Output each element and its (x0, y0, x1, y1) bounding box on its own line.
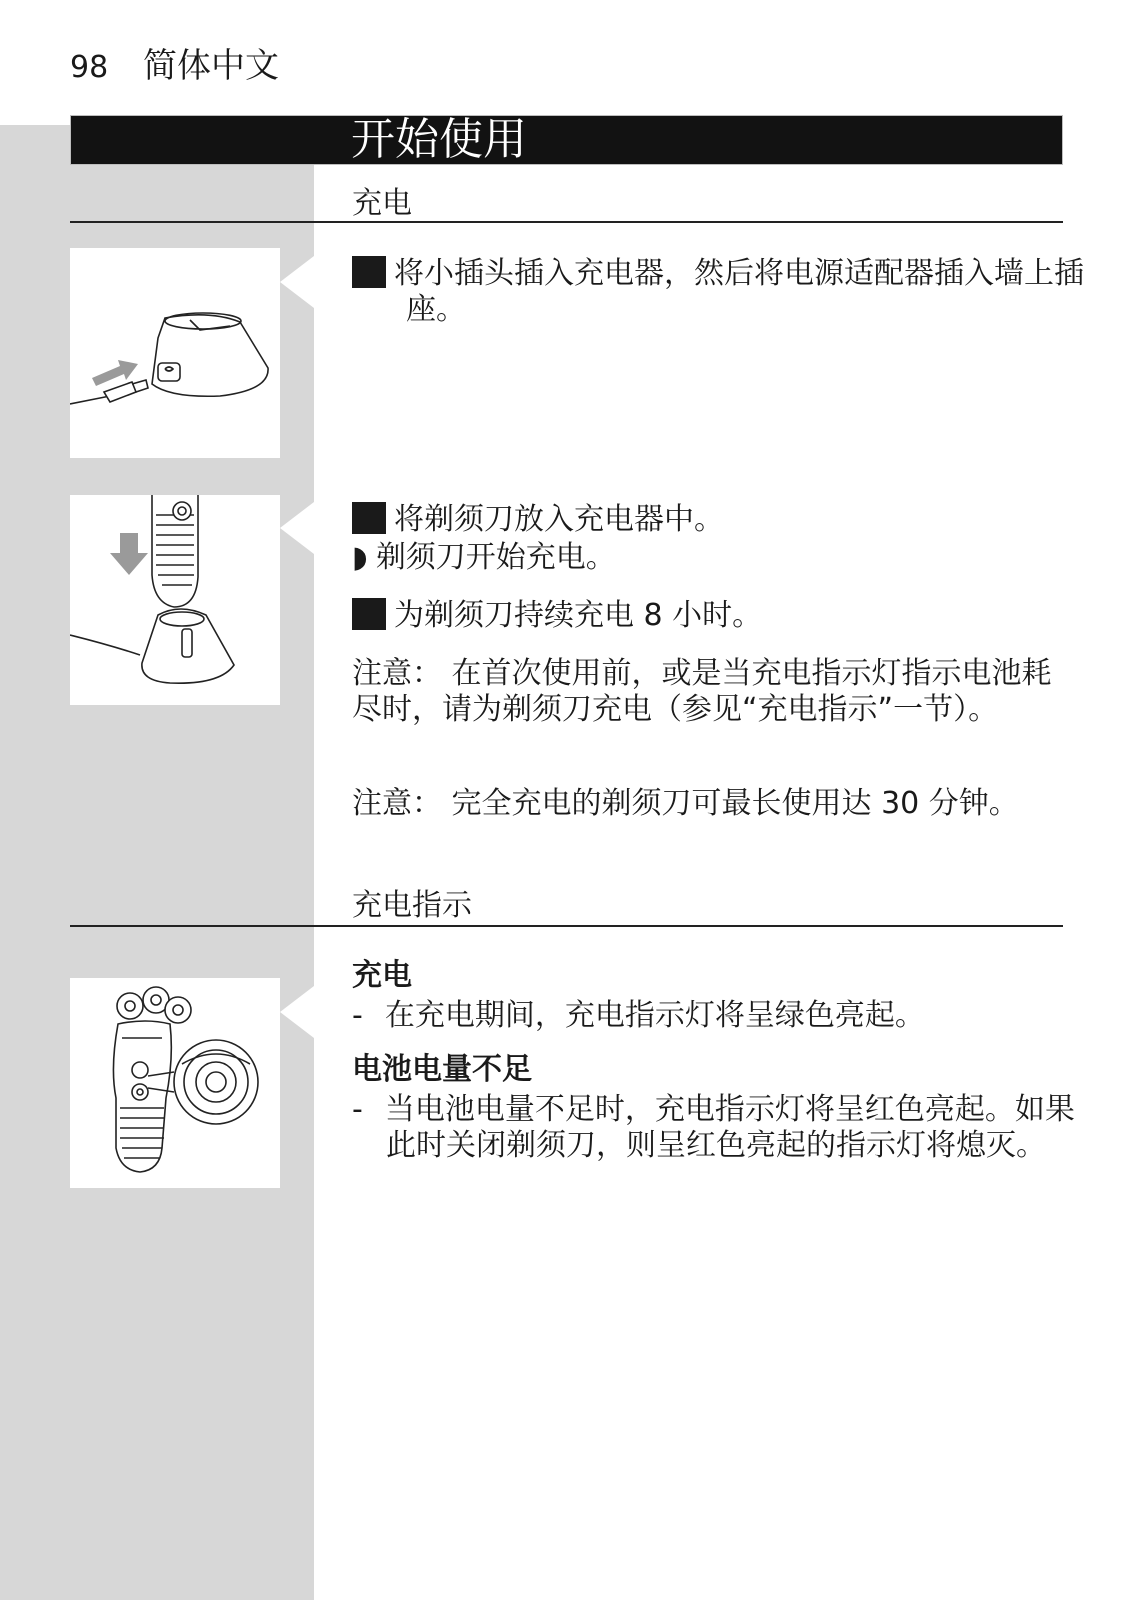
figure-pointer (280, 986, 314, 1038)
note-first-use: 注意： 在首次使用前，或是当充电指示灯指示电池耗尽时，请为剃须刀充电（参见“充电指示”一节）。 (352, 656, 1052, 727)
step-number-2: 2 (352, 502, 386, 534)
result-text: 剃须刀开始充电。 (375, 540, 616, 575)
subheading-charging: 充电 (352, 958, 412, 993)
charging-text: 在充电期间，充电指示灯将呈绿色亮起。 (384, 998, 925, 1033)
page-header (70, 38, 279, 87)
result-marker: ◗ (352, 540, 368, 575)
step-number-1: 1 (352, 256, 386, 288)
step-2-result (352, 540, 1089, 576)
charging-item (352, 998, 1091, 1034)
charge-indicator-illustration (70, 978, 280, 1188)
step-number-3: 3 (352, 598, 386, 630)
subheading-low-battery: 电池电量不足 (352, 1052, 532, 1087)
section-title-charge-indication: 充电指示 (352, 888, 472, 923)
section-divider (70, 925, 1063, 927)
charger-plug-illustration (70, 248, 280, 458)
page-number: 98 (70, 50, 109, 85)
figure-pointer (280, 256, 314, 308)
dash-marker: - (352, 998, 363, 1033)
chapter-title: 开始使用 (351, 114, 527, 165)
step-2 (333, 501, 1111, 538)
step-3-text: 为剃须刀持续充电 8 小时。 (394, 598, 763, 633)
shaver-indicator-drawing (70, 978, 280, 1188)
shaver-into-charger-illustration (70, 495, 280, 705)
low-battery-text: 当电池电量不足时，充电指示灯将呈红色亮起。如果此时关闭剃须刀，则呈红色亮起的指示灯将熄灭。 (384, 1092, 1075, 1163)
shaver-charger-drawing (70, 495, 280, 705)
section-title-charging: 充电 (352, 186, 412, 221)
step-2-text: 将剃须刀放入充电器中。 (394, 502, 724, 537)
note-runtime: 注意： 完全充电的剃须刀可最长使用达 30 分钟。 (352, 786, 1019, 821)
step-3 (333, 597, 1111, 634)
figure-pointer (280, 502, 314, 554)
step-1 (333, 255, 1111, 328)
chapter-title-bar (70, 115, 1063, 165)
language-label: 简体中文 (143, 46, 279, 86)
dash-marker: - (352, 1092, 363, 1127)
charger-plug-drawing (70, 248, 280, 458)
section-divider (70, 221, 1063, 223)
low-battery-item (352, 1092, 1091, 1164)
step-1-text: 将小插头插入充电器，然后将电源适配器插入墙上插座。 (394, 256, 1084, 327)
